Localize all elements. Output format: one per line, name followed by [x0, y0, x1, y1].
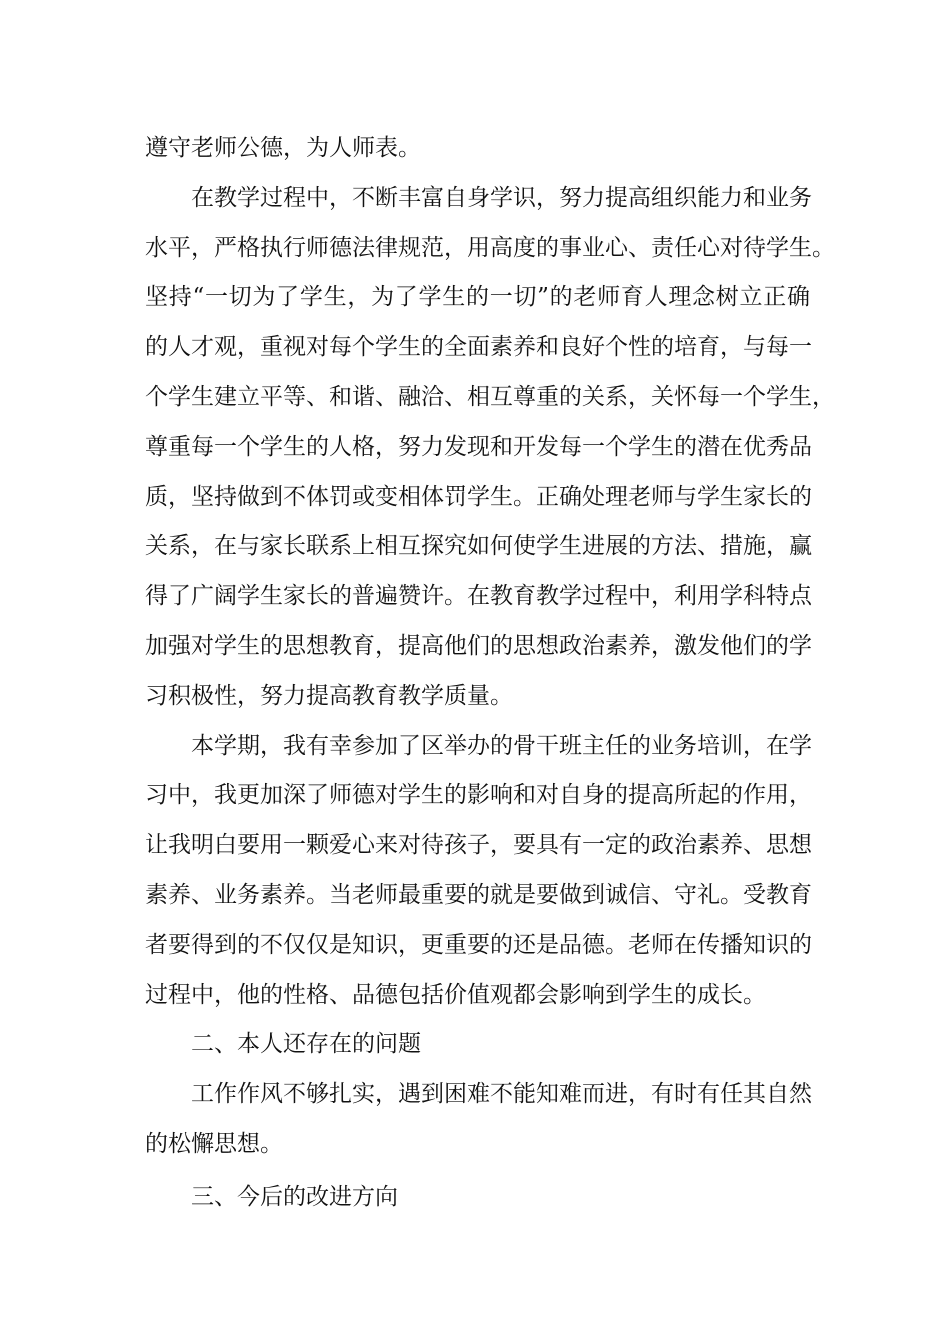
text-line: 素养、业务素养。当老师最重要的就是要做到诚信、守礼。受教育 [145, 881, 812, 908]
section-heading: 三、今后的改进方向 [191, 1183, 398, 1210]
text-line: 遵守老师公德，为人师表。 [145, 135, 421, 161]
text-line: 个学生建立平等、和谐、融洽、相互尊重的关系，关怀每一个学生， [145, 383, 835, 410]
document-body [145, 124, 835, 1223]
text-line: 者要得到的不仅仅是知识，更重要的还是品德。老师在传播知识的 [145, 931, 812, 958]
text-line: 过程中，他的性格、品德包括价值观都会影响到学生的成长。 [145, 981, 766, 1008]
section-heading: 二、本人还存在的问题 [191, 1031, 421, 1058]
text-line: 的松懈思想。 [145, 1130, 283, 1157]
text-line: 得了广阔学生家长的普遍赞许。在教育教学过程中，利用学科特点 [145, 583, 812, 610]
text-line: 尊重每一个学生的人格，努力发现和开发每一个学生的潜在优秀品 [145, 433, 812, 460]
text-line: 水平，严格执行师德法律规范，用高度的事业心、责任心对待学生。 [145, 234, 835, 261]
text-line: 习积极性，努力提高教育教学质量。 [145, 682, 513, 709]
text-line: 加强对学生的思想教育，提高他们的思想政治素养，激发他们的学 [145, 632, 812, 659]
text-line: 习中，我更加深了师德对学生的影响和对自身的提高所起的作用， [145, 782, 812, 809]
text-line: 坚持“一切为了学生，为了学生的一切”的老师育人理念树立正确 [145, 284, 810, 311]
text-line: 质，坚持做到不体罚或变相体罚学生。正确处理老师与学生家长的 [145, 483, 812, 510]
paragraph-start-line: 工作作风不够扎实，遇到困难不能知难而进，有时有任其自然 [191, 1081, 812, 1108]
text-line: 让我明白要用一颗爱心来对待孩子，要具有一定的政治素养、思想 [145, 832, 812, 859]
text-line: 的人才观，重视对每个学生的全面素养和良好个性的培育，与每一 [145, 334, 812, 361]
paragraph-start-line: 本学期，我有幸参加了区举办的骨干班主任的业务培训，在学 [191, 732, 812, 759]
text-line: 关系，在与家长联系上相互探究如何使学生进展的方法、措施，赢 [145, 533, 812, 560]
paragraph-start-line: 在教学过程中，不断丰富自身学识，努力提高组织能力和业务 [191, 184, 812, 211]
